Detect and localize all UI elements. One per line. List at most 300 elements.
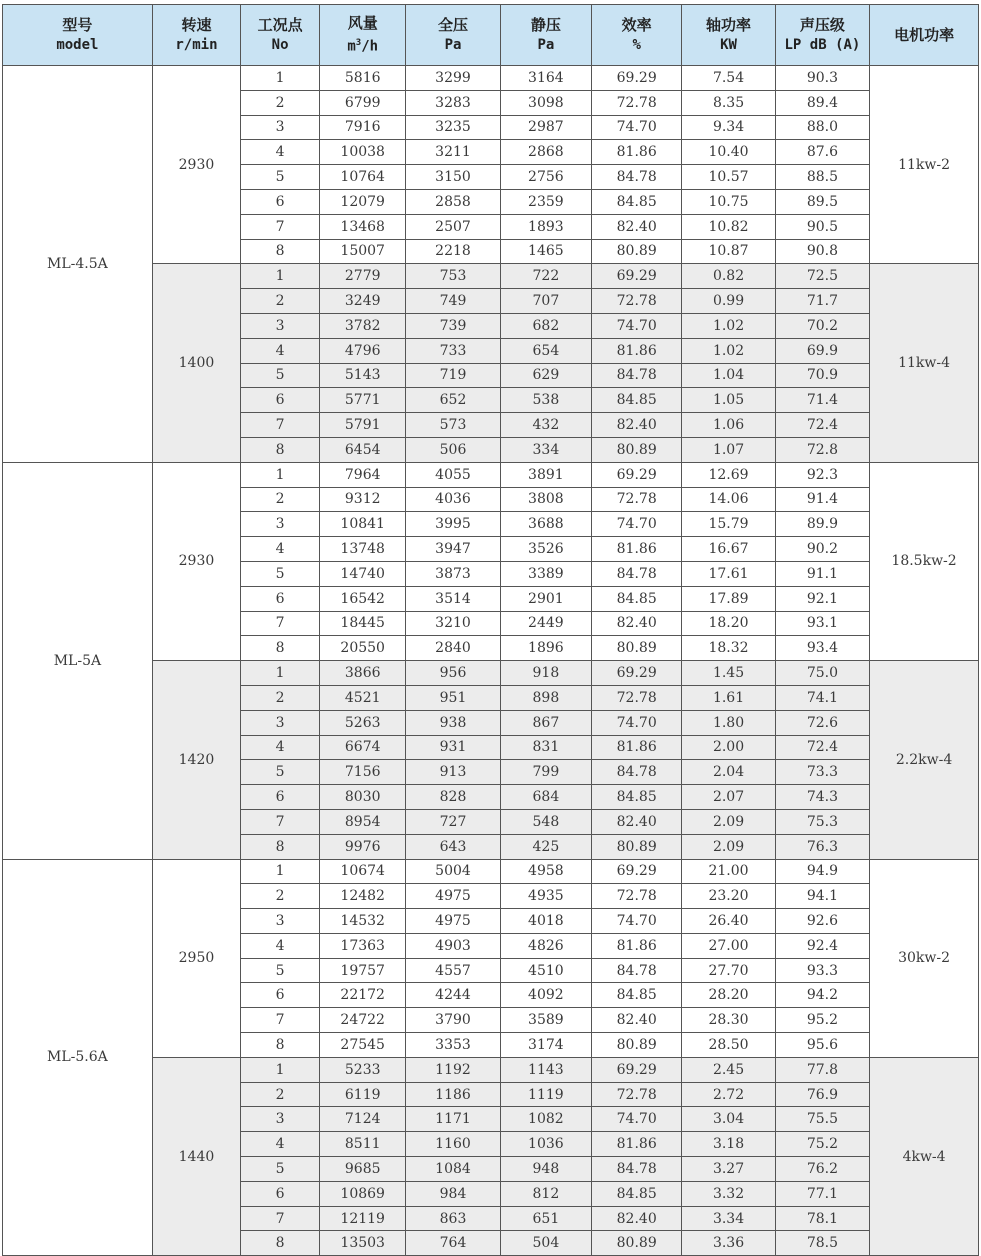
shaft-power-value: 18.32	[682, 636, 775, 661]
sound-level-value: 76.3	[775, 834, 869, 859]
static-pressure-value: 4092	[500, 983, 591, 1008]
static-pressure-value: 2756	[500, 165, 591, 190]
sound-level-value: 70.2	[775, 313, 869, 338]
point-no: 3	[241, 115, 320, 140]
shaft-power-value: 2.09	[682, 834, 775, 859]
total-pressure-value: 1160	[406, 1132, 500, 1157]
motor-power-cell: 4kw-4	[870, 1057, 979, 1255]
total-pressure-value: 5004	[406, 859, 500, 884]
flow-value: 10841	[320, 512, 406, 537]
efficiency-value: 80.89	[592, 636, 682, 661]
point-no: 2	[241, 487, 320, 512]
sound-level-value: 92.3	[775, 462, 869, 487]
point-no: 1	[241, 661, 320, 686]
total-pressure-value: 3995	[406, 512, 500, 537]
efficiency-value: 84.85	[592, 586, 682, 611]
flow-value: 10764	[320, 165, 406, 190]
total-pressure-value: 2218	[406, 239, 500, 264]
header-efficiency-en: %	[632, 37, 641, 53]
point-no: 7	[241, 1206, 320, 1231]
total-pressure-value: 1084	[406, 1157, 500, 1182]
point-no: 7	[241, 413, 320, 438]
efficiency-value: 82.40	[592, 413, 682, 438]
total-pressure-value: 4557	[406, 958, 500, 983]
efficiency-value: 74.70	[592, 909, 682, 934]
sound-level-value: 90.2	[775, 537, 869, 562]
motor-power-cell: 18.5kw-2	[870, 462, 979, 660]
point-no: 1	[241, 66, 320, 91]
model-cell: ML-4.5A	[3, 66, 153, 463]
shaft-power-value: 8.35	[682, 90, 775, 115]
point-no: 3	[241, 512, 320, 537]
total-pressure-value: 3873	[406, 561, 500, 586]
total-pressure-value: 3211	[406, 140, 500, 165]
sound-level-value: 78.1	[775, 1206, 869, 1231]
static-pressure-value: 3389	[500, 561, 591, 586]
point-no: 4	[241, 1132, 320, 1157]
shaft-power-value: 1.61	[682, 685, 775, 710]
flow-value: 13503	[320, 1231, 406, 1256]
total-pressure-value: 1192	[406, 1057, 500, 1082]
header-point-cn: 工况点	[257, 16, 303, 34]
efficiency-value: 72.78	[592, 289, 682, 314]
static-pressure-value: 2868	[500, 140, 591, 165]
flow-value: 12079	[320, 189, 406, 214]
header-shaft-power-en: KW	[720, 37, 737, 53]
sound-level-value: 89.5	[775, 189, 869, 214]
point-no: 4	[241, 338, 320, 363]
static-pressure-value: 4958	[500, 859, 591, 884]
total-pressure-value: 506	[406, 437, 500, 462]
efficiency-value: 69.29	[592, 264, 682, 289]
total-pressure-value: 4903	[406, 933, 500, 958]
flow-value: 22172	[320, 983, 406, 1008]
static-pressure-value: 334	[500, 437, 591, 462]
point-no: 2	[241, 90, 320, 115]
header-total-pressure	[406, 5, 500, 66]
sound-level-value: 88.5	[775, 165, 869, 190]
shaft-power-value: 1.05	[682, 388, 775, 413]
point-no: 1	[241, 1057, 320, 1082]
flow-value: 3866	[320, 661, 406, 686]
flow-value: 5771	[320, 388, 406, 413]
static-pressure-value: 425	[500, 834, 591, 859]
shaft-power-value: 3.04	[682, 1107, 775, 1132]
shaft-power-value: 17.61	[682, 561, 775, 586]
flow-value: 5791	[320, 413, 406, 438]
efficiency-value: 84.85	[592, 983, 682, 1008]
point-no: 7	[241, 214, 320, 239]
static-pressure-value: 1036	[500, 1132, 591, 1157]
flow-value: 8511	[320, 1132, 406, 1157]
total-pressure-value: 4055	[406, 462, 500, 487]
shaft-power-value: 27.70	[682, 958, 775, 983]
efficiency-value: 69.29	[592, 859, 682, 884]
flow-value: 18445	[320, 611, 406, 636]
table-row	[3, 66, 979, 91]
flow-value: 13748	[320, 537, 406, 562]
total-pressure-value: 749	[406, 289, 500, 314]
table-body	[3, 66, 979, 1256]
point-no: 5	[241, 958, 320, 983]
flow-value: 19757	[320, 958, 406, 983]
sound-level-value: 95.2	[775, 1008, 869, 1033]
efficiency-value: 74.70	[592, 313, 682, 338]
shaft-power-value: 3.34	[682, 1206, 775, 1231]
static-pressure-value: 2987	[500, 115, 591, 140]
point-no: 6	[241, 388, 320, 413]
flow-value: 3782	[320, 313, 406, 338]
sound-level-value: 74.1	[775, 685, 869, 710]
efficiency-value: 72.78	[592, 487, 682, 512]
efficiency-value: 84.78	[592, 760, 682, 785]
header-sound	[775, 5, 869, 66]
static-pressure-value: 707	[500, 289, 591, 314]
flow-value: 6674	[320, 735, 406, 760]
flow-value: 8030	[320, 785, 406, 810]
sound-level-value: 76.9	[775, 1082, 869, 1107]
shaft-power-value: 2.09	[682, 809, 775, 834]
total-pressure-value: 753	[406, 264, 500, 289]
header-static-pressure-en: Pa	[537, 37, 555, 53]
sound-level-value: 76.2	[775, 1157, 869, 1182]
efficiency-value: 80.89	[592, 1033, 682, 1058]
static-pressure-value: 3174	[500, 1033, 591, 1058]
total-pressure-value: 652	[406, 388, 500, 413]
shaft-power-value: 7.54	[682, 66, 775, 91]
efficiency-value: 84.85	[592, 785, 682, 810]
static-pressure-value: 2901	[500, 586, 591, 611]
point-no: 1	[241, 462, 320, 487]
static-pressure-value: 1465	[500, 239, 591, 264]
sound-level-value: 72.6	[775, 710, 869, 735]
efficiency-value: 81.86	[592, 338, 682, 363]
flow-value: 4521	[320, 685, 406, 710]
flow-value: 16542	[320, 586, 406, 611]
static-pressure-value: 3526	[500, 537, 591, 562]
efficiency-value: 74.70	[592, 710, 682, 735]
sound-level-value: 73.3	[775, 760, 869, 785]
flow-value: 3249	[320, 289, 406, 314]
model-cell: ML-5A	[3, 462, 153, 859]
shaft-power-value: 10.40	[682, 140, 775, 165]
static-pressure-value: 654	[500, 338, 591, 363]
efficiency-value: 82.40	[592, 1206, 682, 1231]
total-pressure-value: 1171	[406, 1107, 500, 1132]
header-efficiency	[592, 5, 682, 66]
total-pressure-value: 956	[406, 661, 500, 686]
efficiency-value: 81.86	[592, 537, 682, 562]
sound-level-value: 94.9	[775, 859, 869, 884]
static-pressure-value: 867	[500, 710, 591, 735]
efficiency-value: 81.86	[592, 735, 682, 760]
shaft-power-value: 0.99	[682, 289, 775, 314]
sound-level-value: 72.8	[775, 437, 869, 462]
shaft-power-value: 1.45	[682, 661, 775, 686]
sound-level-value: 78.5	[775, 1231, 869, 1256]
shaft-power-value: 17.89	[682, 586, 775, 611]
shaft-power-value: 1.02	[682, 338, 775, 363]
static-pressure-value: 432	[500, 413, 591, 438]
header-flow	[320, 5, 406, 66]
total-pressure-value: 3210	[406, 611, 500, 636]
efficiency-value: 74.70	[592, 512, 682, 537]
header-speed-en: r/min	[175, 37, 218, 53]
total-pressure-value: 3353	[406, 1033, 500, 1058]
flow-value: 7916	[320, 115, 406, 140]
point-no: 1	[241, 859, 320, 884]
point-no: 8	[241, 437, 320, 462]
flow-value: 5816	[320, 66, 406, 91]
efficiency-value: 84.85	[592, 1181, 682, 1206]
header-sound-en: LP dB (A)	[784, 37, 861, 53]
shaft-power-value: 15.79	[682, 512, 775, 537]
sound-level-value: 89.9	[775, 512, 869, 537]
total-pressure-value: 3947	[406, 537, 500, 562]
flow-value: 10038	[320, 140, 406, 165]
flow-value: 14532	[320, 909, 406, 934]
sound-level-value: 89.4	[775, 90, 869, 115]
speed-cell: 1440	[152, 1057, 240, 1255]
flow-value: 9685	[320, 1157, 406, 1182]
static-pressure-value: 831	[500, 735, 591, 760]
sound-level-value: 91.4	[775, 487, 869, 512]
efficiency-value: 82.40	[592, 1008, 682, 1033]
sound-level-value: 69.9	[775, 338, 869, 363]
sound-level-value: 72.4	[775, 735, 869, 760]
point-no: 6	[241, 586, 320, 611]
total-pressure-value: 2858	[406, 189, 500, 214]
shaft-power-value: 9.34	[682, 115, 775, 140]
total-pressure-value: 727	[406, 809, 500, 834]
flow-value: 5143	[320, 363, 406, 388]
point-no: 7	[241, 809, 320, 834]
static-pressure-value: 948	[500, 1157, 591, 1182]
shaft-power-value: 2.45	[682, 1057, 775, 1082]
point-no: 8	[241, 1033, 320, 1058]
static-pressure-value: 504	[500, 1231, 591, 1256]
header-flow-unit-b: /h	[361, 38, 379, 55]
total-pressure-value: 913	[406, 760, 500, 785]
static-pressure-value: 1119	[500, 1082, 591, 1107]
header-static-pressure-cn: 静压	[530, 16, 561, 34]
static-pressure-value: 1082	[500, 1107, 591, 1132]
point-no: 2	[241, 884, 320, 909]
total-pressure-value: 2840	[406, 636, 500, 661]
point-no: 8	[241, 1231, 320, 1256]
total-pressure-value: 3150	[406, 165, 500, 190]
sound-level-value: 90.8	[775, 239, 869, 264]
header-total-pressure-cn: 全压	[437, 16, 468, 34]
header-model	[3, 5, 153, 66]
model-cell: ML-5.6A	[3, 859, 153, 1256]
shaft-power-value: 1.02	[682, 313, 775, 338]
sound-level-value: 92.4	[775, 933, 869, 958]
efficiency-value: 69.29	[592, 661, 682, 686]
flow-value: 4796	[320, 338, 406, 363]
header-speed-cn: 转速	[181, 16, 212, 34]
motor-power-cell: 11kw-2	[870, 66, 979, 264]
static-pressure-value: 4826	[500, 933, 591, 958]
point-no: 2	[241, 685, 320, 710]
efficiency-value: 72.78	[592, 1082, 682, 1107]
total-pressure-value: 951	[406, 685, 500, 710]
efficiency-value: 81.86	[592, 140, 682, 165]
point-no: 3	[241, 909, 320, 934]
efficiency-value: 80.89	[592, 834, 682, 859]
static-pressure-value: 2449	[500, 611, 591, 636]
total-pressure-value: 643	[406, 834, 500, 859]
shaft-power-value: 3.27	[682, 1157, 775, 1182]
point-no: 6	[241, 785, 320, 810]
efficiency-value: 80.89	[592, 437, 682, 462]
point-no: 2	[241, 1082, 320, 1107]
total-pressure-value: 3790	[406, 1008, 500, 1033]
speed-cell: 1420	[152, 661, 240, 859]
shaft-power-value: 2.04	[682, 760, 775, 785]
shaft-power-value: 18.20	[682, 611, 775, 636]
header-shaft-power	[682, 5, 775, 66]
total-pressure-value: 3299	[406, 66, 500, 91]
table-row	[3, 859, 979, 884]
efficiency-value: 84.78	[592, 1157, 682, 1182]
point-no: 8	[241, 239, 320, 264]
header-sound-cn: 声压级	[799, 16, 845, 34]
total-pressure-value: 2507	[406, 214, 500, 239]
sound-level-value: 72.5	[775, 264, 869, 289]
static-pressure-value: 3808	[500, 487, 591, 512]
flow-value: 10869	[320, 1181, 406, 1206]
shaft-power-value: 1.07	[682, 437, 775, 462]
flow-value: 7156	[320, 760, 406, 785]
shaft-power-value: 10.82	[682, 214, 775, 239]
sound-level-value: 92.1	[775, 586, 869, 611]
shaft-power-value: 10.75	[682, 189, 775, 214]
point-no: 3	[241, 1107, 320, 1132]
motor-power-cell: 2.2kw-4	[870, 661, 979, 859]
flow-value: 7964	[320, 462, 406, 487]
point-no: 4	[241, 537, 320, 562]
total-pressure-value: 4244	[406, 983, 500, 1008]
flow-value: 2779	[320, 264, 406, 289]
efficiency-value: 74.70	[592, 1107, 682, 1132]
static-pressure-value: 3098	[500, 90, 591, 115]
sound-level-value: 75.5	[775, 1107, 869, 1132]
static-pressure-value: 812	[500, 1181, 591, 1206]
sound-level-value: 90.3	[775, 66, 869, 91]
efficiency-value: 81.86	[592, 933, 682, 958]
point-no: 6	[241, 1181, 320, 1206]
sound-level-value: 71.4	[775, 388, 869, 413]
point-no: 8	[241, 834, 320, 859]
shaft-power-value: 1.80	[682, 710, 775, 735]
header-total-pressure-en: Pa	[444, 37, 462, 53]
static-pressure-value: 4935	[500, 884, 591, 909]
header-row	[3, 5, 979, 66]
shaft-power-value: 10.57	[682, 165, 775, 190]
flow-value: 6454	[320, 437, 406, 462]
static-pressure-value: 629	[500, 363, 591, 388]
static-pressure-value: 1143	[500, 1057, 591, 1082]
header-efficiency-cn: 效率	[621, 16, 652, 34]
sound-level-value: 91.1	[775, 561, 869, 586]
shaft-power-value: 16.67	[682, 537, 775, 562]
total-pressure-value: 719	[406, 363, 500, 388]
flow-value: 24722	[320, 1008, 406, 1033]
point-no: 4	[241, 735, 320, 760]
fan-performance-table	[2, 4, 979, 1256]
static-pressure-value: 722	[500, 264, 591, 289]
speed-cell: 2930	[152, 462, 240, 660]
efficiency-value: 74.70	[592, 115, 682, 140]
point-no: 5	[241, 1157, 320, 1182]
point-no: 7	[241, 611, 320, 636]
sound-level-value: 87.6	[775, 140, 869, 165]
total-pressure-value: 984	[406, 1181, 500, 1206]
flow-value: 6799	[320, 90, 406, 115]
point-no: 4	[241, 933, 320, 958]
efficiency-value: 80.89	[592, 239, 682, 264]
flow-value: 10674	[320, 859, 406, 884]
shaft-power-value: 23.20	[682, 884, 775, 909]
efficiency-value: 69.29	[592, 462, 682, 487]
static-pressure-value: 1893	[500, 214, 591, 239]
point-no: 5	[241, 561, 320, 586]
sound-level-value: 77.1	[775, 1181, 869, 1206]
shaft-power-value: 3.32	[682, 1181, 775, 1206]
header-model-cn: 型号	[62, 16, 93, 34]
table-row	[3, 462, 979, 487]
header-motor	[870, 5, 979, 66]
sound-level-value: 95.6	[775, 1033, 869, 1058]
static-pressure-value: 3688	[500, 512, 591, 537]
flow-value: 5263	[320, 710, 406, 735]
efficiency-value: 72.78	[592, 685, 682, 710]
efficiency-value: 69.29	[592, 66, 682, 91]
flow-value: 5233	[320, 1057, 406, 1082]
speed-cell: 2930	[152, 66, 240, 264]
shaft-power-value: 1.06	[682, 413, 775, 438]
flow-value: 27545	[320, 1033, 406, 1058]
sound-level-value: 93.3	[775, 958, 869, 983]
sound-level-value: 90.5	[775, 214, 869, 239]
point-no: 3	[241, 313, 320, 338]
point-no: 5	[241, 760, 320, 785]
efficiency-value: 82.40	[592, 611, 682, 636]
header-flow-unit	[320, 33, 405, 57]
static-pressure-value: 682	[500, 313, 591, 338]
point-no: 1	[241, 264, 320, 289]
point-no: 6	[241, 189, 320, 214]
static-pressure-value: 3891	[500, 462, 591, 487]
shaft-power-value: 2.00	[682, 735, 775, 760]
shaft-power-value: 12.69	[682, 462, 775, 487]
header-flow-cn: 风量	[347, 14, 378, 33]
sound-level-value: 92.6	[775, 909, 869, 934]
point-no: 5	[241, 165, 320, 190]
point-no: 3	[241, 710, 320, 735]
shaft-power-value: 14.06	[682, 487, 775, 512]
efficiency-value: 84.85	[592, 189, 682, 214]
sound-level-value: 88.0	[775, 115, 869, 140]
motor-power-cell: 11kw-4	[870, 264, 979, 462]
shaft-power-value: 10.87	[682, 239, 775, 264]
efficiency-value: 81.86	[592, 1132, 682, 1157]
efficiency-value: 80.89	[592, 1231, 682, 1256]
flow-value: 6119	[320, 1082, 406, 1107]
header-flow-unit-sup: 3	[355, 38, 362, 49]
total-pressure-value: 3283	[406, 90, 500, 115]
